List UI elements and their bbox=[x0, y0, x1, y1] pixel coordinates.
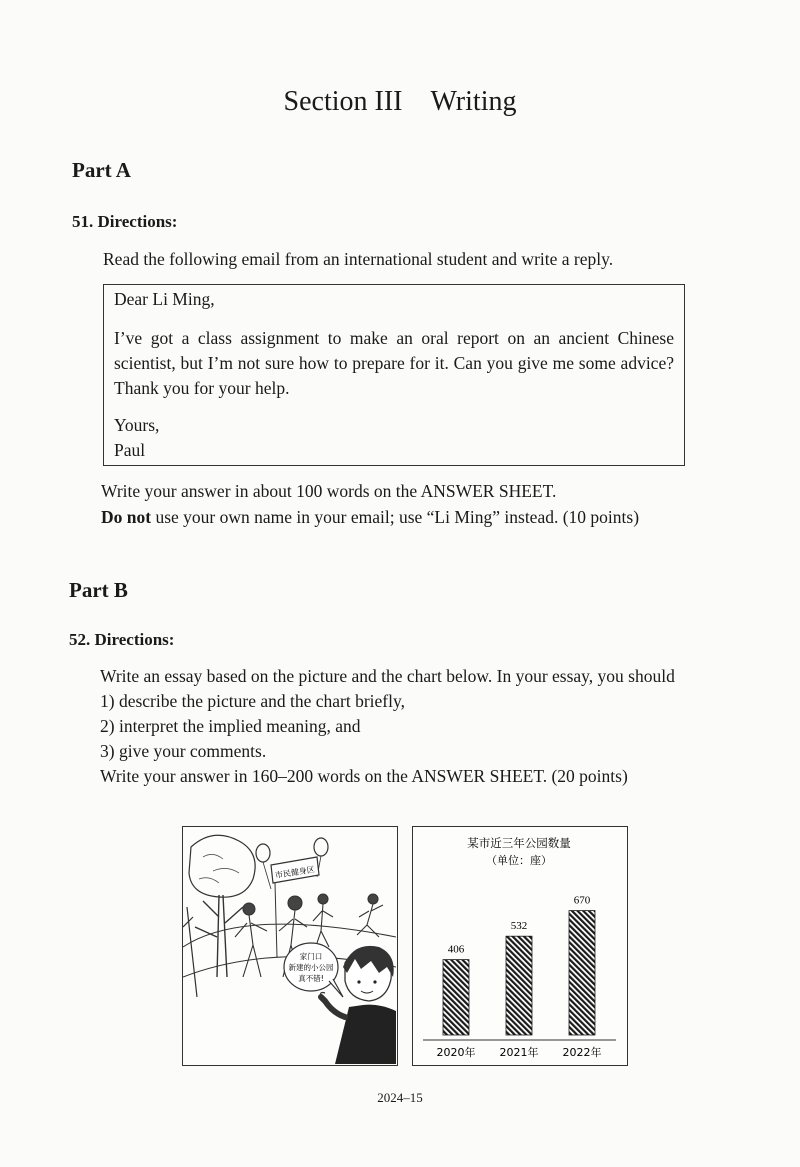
chart-data-label: 532 bbox=[510, 920, 528, 933]
list-item: 3) give your comments. bbox=[100, 741, 267, 761]
part-b-directions-label: 52. Directions: bbox=[69, 630, 175, 649]
part-a-instruction: Read the following email from an international student and write a reply. bbox=[103, 249, 614, 269]
page-footer: 2024–15 bbox=[377, 1090, 423, 1105]
section-title-left: Section III bbox=[283, 86, 403, 117]
chart-svg bbox=[413, 827, 626, 1064]
speech-line: 新建的小公园 bbox=[288, 963, 334, 972]
list-item: 2) interpret the implied meaning, and bbox=[100, 716, 361, 736]
section-title-right: Writing bbox=[430, 86, 517, 117]
cartoon-illustration bbox=[183, 827, 396, 1064]
sign-text: 市民健身区 bbox=[274, 864, 316, 881]
part-a-directions-label: 51. Directions: bbox=[72, 212, 178, 231]
chart-data-label: 406 bbox=[447, 943, 465, 956]
speech-line: 家门口 bbox=[299, 952, 323, 961]
email-signature: Paul bbox=[114, 440, 146, 460]
name-note-bold: Do not bbox=[101, 507, 152, 527]
part-a-answer-note: Write your answer in about 100 words on the ANSWER SHEET. bbox=[101, 481, 557, 501]
speech-line: 真不错! bbox=[298, 974, 324, 983]
chart-category-label: 2021年 bbox=[499, 1046, 539, 1059]
part-b-heading: Part B bbox=[69, 578, 128, 602]
email-greeting: Dear Li Ming, bbox=[114, 289, 215, 309]
chart-data-label: 670 bbox=[573, 894, 591, 907]
chart-subtitle: （单位：座） bbox=[486, 854, 552, 867]
part-a-heading: Part A bbox=[72, 158, 131, 182]
chart-title: 某市近三年公园数量 bbox=[467, 836, 571, 850]
chart-bar bbox=[506, 936, 532, 1035]
section-title bbox=[0, 86, 800, 118]
part-b-instructions bbox=[68, 664, 722, 789]
name-note-rest: use your own name in your email; use “Li Ming” instead. (10 points) bbox=[151, 507, 640, 527]
chart-category-label: 2022年 bbox=[562, 1046, 602, 1059]
cartoon-picture bbox=[182, 826, 398, 1066]
chart-bar bbox=[569, 911, 595, 1035]
part-b-intro: Write an essay based on the picture and the chart below. In your essay, you should bbox=[100, 666, 675, 686]
email-closing: Yours, bbox=[114, 415, 160, 435]
list-item: 1) describe the picture and the chart briefly, bbox=[100, 691, 405, 711]
chart-bar bbox=[443, 960, 469, 1035]
email-body: I’ve got a class assignment to make an oral report on an ancient Chinese scientist, but I’m not sure how to prepare for it. Can you give me some advice? Thank you for your help. bbox=[114, 328, 674, 398]
part-a-name-note bbox=[101, 504, 639, 530]
park-count-chart bbox=[412, 826, 628, 1066]
email-box bbox=[103, 284, 685, 466]
chart-category-label: 2020年 bbox=[436, 1046, 476, 1059]
speech-bubble bbox=[284, 943, 343, 997]
part-b-answer-note: Write your answer in 160–200 words on the ANSWER SHEET. (20 points) bbox=[100, 766, 628, 786]
